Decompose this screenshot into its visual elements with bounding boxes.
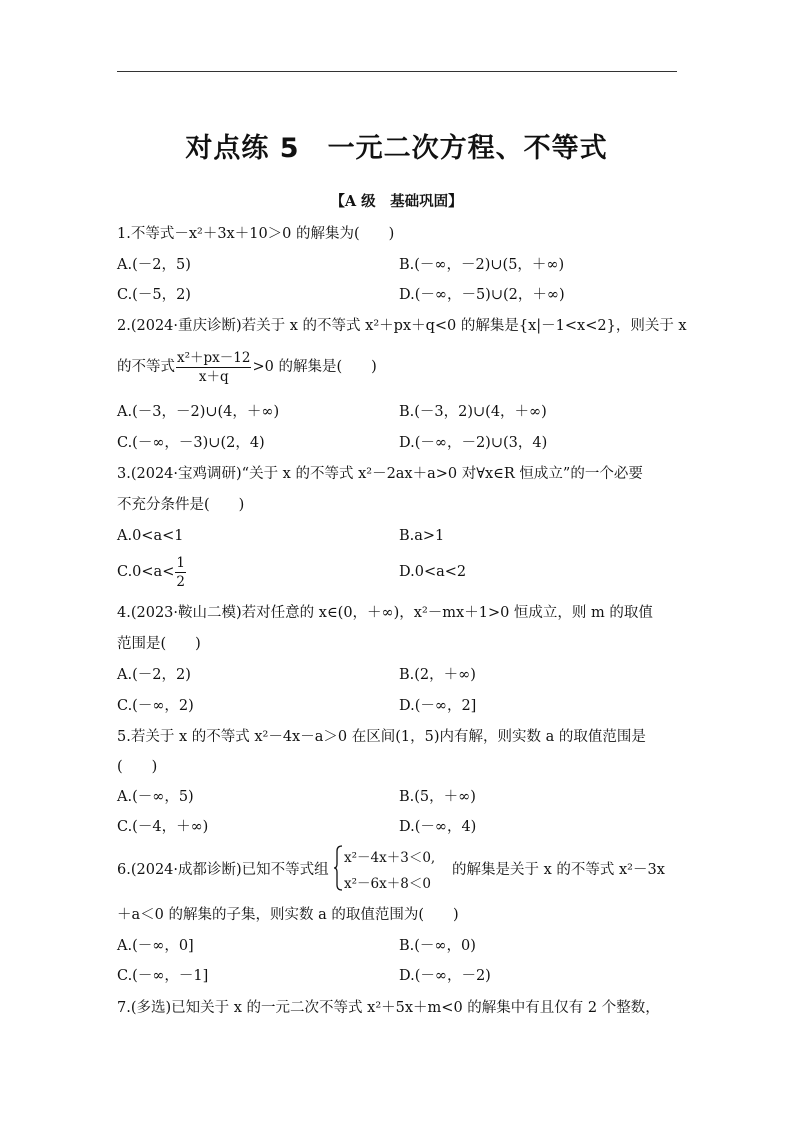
header-rule xyxy=(117,71,677,72)
question-2-option-a: A.(－3，－2)∪(4，＋∞) xyxy=(117,404,280,420)
question-2-stem-post: >0 的解集是( ) xyxy=(252,359,377,375)
question-2-fraction-numerator: x²＋px－12 xyxy=(177,349,251,366)
question-1-option-b: B.(－∞，－2)∪(5，＋∞) xyxy=(399,257,565,273)
question-2-option-d: D.(－∞，－2)∪(3，4) xyxy=(399,435,548,451)
question-6-system-line2: x²－6x＋8＜0 xyxy=(344,876,431,892)
question-3-stem-line2: 不充分条件是( ) xyxy=(117,497,245,513)
question-2-fraction xyxy=(176,349,251,386)
question-3-option-c-denominator: 2 xyxy=(176,573,185,590)
question-6-stem-pre: 6.(2024·成都诊断)已知不等式组 xyxy=(117,862,329,878)
question-4-option-a: A.(－2，2) xyxy=(117,667,191,683)
question-6-option-b: B.(－∞，0) xyxy=(399,938,476,954)
question-5-option-d: D.(－∞，4) xyxy=(399,819,477,835)
question-7-stem-line1: 7.(多选)已知关于 x 的一元二次不等式 x²＋5x＋m<0 的解集中有且仅有 2 个整数， xyxy=(117,1000,660,1016)
question-5-stem-line1: 5.若关于 x 的不等式 x²－4x－a＞0 在区间(1，5)内有解，则实数 a 的取值范围是 xyxy=(117,729,646,745)
question-1-stem: 1.不等式－x²＋3x＋10＞0 的解集为( ) xyxy=(117,226,395,242)
question-5-stem-line2: ( ) xyxy=(117,759,158,775)
question-5-option-c: C.(－4，＋∞) xyxy=(117,819,209,835)
left-brace-icon xyxy=(333,845,343,891)
question-2-fraction-denominator: x＋q xyxy=(198,368,229,385)
question-6-stem-line2: ＋a＜0 的解集的子集，则实数 a 的取值范围为( ) xyxy=(117,907,459,923)
question-3-option-c-pre: C.0<a< xyxy=(117,564,175,580)
page-title: 对点练 5 一元二次方程、不等式 xyxy=(185,133,608,164)
question-6-option-c: C.(－∞，－1] xyxy=(117,968,209,984)
question-5-option-a: A.(－∞，5) xyxy=(117,789,194,805)
question-4-option-d: D.(－∞，2] xyxy=(399,698,477,714)
question-3-stem-line1: 3.(2024·宝鸡调研)“关于 x 的不等式 x²－2ax＋a>0 对∀x∈R 恒成立”的一个必要 xyxy=(117,466,643,482)
question-2-stem-line2 xyxy=(117,348,377,386)
question-3-option-c-numerator: 1 xyxy=(176,554,185,571)
question-2-stem-pre: 的不等式 xyxy=(117,359,175,375)
question-3-option-b: B.a>1 xyxy=(399,528,445,544)
question-4-stem-line2: 范围是( ) xyxy=(117,636,201,652)
question-3-option-c-fraction xyxy=(175,554,186,591)
question-1-option-a: A.(－2，5) xyxy=(117,257,191,273)
question-4-option-c: C.(－∞，2) xyxy=(117,698,194,714)
section-heading: 【A 级 基础巩固】 xyxy=(330,193,463,210)
question-2-option-b: B.(－3，2)∪(4，＋∞) xyxy=(399,404,547,420)
question-1-option-c: C.(－5，2) xyxy=(117,287,191,303)
question-3-option-a: A.0<a<1 xyxy=(117,528,184,544)
question-2-option-c: C.(－∞，－3)∪(2，4) xyxy=(117,435,265,451)
question-2-stem-line1: 2.(2024·重庆诊断)若关于 x 的不等式 x²＋px＋q<0 的解集是{x|－1<x<2}，则关于 x xyxy=(117,318,687,334)
question-4-stem-line1: 4.(2023·鞍山二模)若对任意的 x∈(0，＋∞)，x²－mx＋1>0 恒成立，则 m 的取值 xyxy=(117,605,653,621)
question-4-option-b: B.(2，＋∞) xyxy=(399,667,476,683)
question-3-option-d: D.0<a<2 xyxy=(399,564,467,580)
question-3-option-c xyxy=(117,553,187,591)
question-6-option-d: D.(－∞，－2) xyxy=(399,968,491,984)
question-5-option-b: B.(5，＋∞) xyxy=(399,789,476,805)
question-6-system-line1: x²－4x＋3＜0, xyxy=(344,850,436,866)
question-1-option-d: D.(－∞，－5)∪(2，＋∞) xyxy=(399,287,565,303)
question-6-stem-post: 的解集是关于 x 的不等式 x²－3x xyxy=(452,862,665,878)
question-6-option-a: A.(－∞，0] xyxy=(117,938,194,954)
